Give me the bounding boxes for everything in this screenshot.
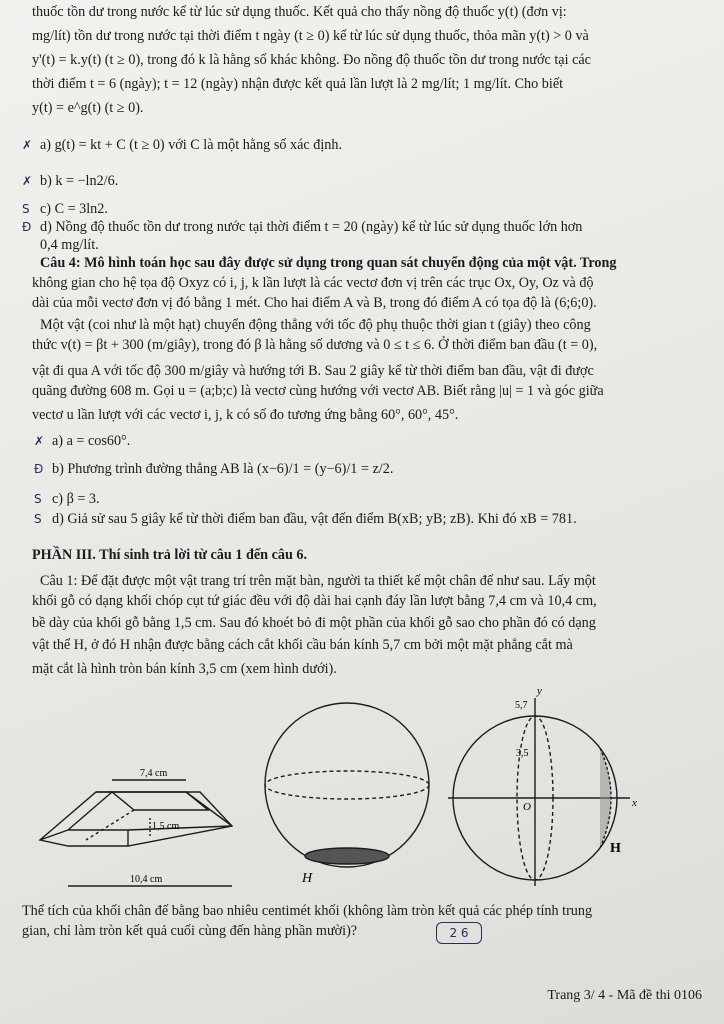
text-line: thuốc tồn dư trong nước kể từ lúc sử dụng thuốc. Kết quả cho thấy nồng độ thuốc y(t) (đơn vị:	[32, 4, 567, 20]
frustum-top-face	[112, 792, 208, 810]
text-line: vật thể H, ở đó H nhận được bằng cách cắt khối cầu bán kính 5,7 cm bởi một mặt phẳng cắt mà	[32, 637, 573, 653]
frustum-hidden-edge	[86, 810, 134, 840]
text-line: không gian cho hệ tọa độ Oxyz có i, j, k lần lượt là các vectơ đơn vị trên các trục Ox, Oy, Oz và độ	[32, 275, 594, 291]
option-row	[34, 490, 706, 508]
handwritten-mark: S	[34, 492, 42, 506]
text-line: gian, chỉ làm tròn kết quả cuối cùng đến hàng phần mười)?	[22, 923, 358, 939]
handwritten-mark: S	[22, 202, 30, 216]
axis-y-mark-label: 3,5	[516, 748, 529, 759]
axis-y-label: y	[537, 685, 542, 697]
axis-x-label: x	[632, 797, 637, 809]
text-line: bề dày của khối gỗ bằng 1,5 cm. Sau đó khoét bỏ đi một phần của khối gỗ sao cho phần đó có dạng	[32, 615, 596, 631]
option-text: b) Phương trình đường thẳng AB là (x−6)/1 = (y−6)/1 = z/2.	[52, 461, 394, 477]
text-line: mg/lít) tồn dư trong nước tại thời điểm t ngày (t ≥ 0) kể từ lúc sử dụng thuốc, thỏa mãn y(t) > 0 và	[32, 28, 589, 44]
cap-label: H	[610, 841, 621, 856]
text-line: 0,4 mg/lít.	[40, 237, 99, 253]
frustum-bottom-label: 10,4 cm	[130, 874, 163, 885]
cross-section-figure	[448, 698, 630, 886]
text-line: khối gỗ có dạng khối chóp cụt tứ giác đều với độ dài hai cạnh đáy lần lượt bằng 7,4 cm và 10,4 cm,	[32, 593, 597, 609]
sphere-cap-label: H	[302, 871, 313, 886]
text-line: dài của mỗi vectơ đơn vị đó bằng 1 mét. Cho hai điểm A và B, trong đó điểm A có tọa độ là (6;6;0).	[32, 295, 597, 311]
frustum-edge	[186, 792, 232, 826]
option-row	[22, 218, 706, 236]
text-line: thời điểm t = 6 (ngày); t = 12 (ngày) nhận được kết quả lần lượt là 2 mg/lít; 1 mg/lít. Cho biết	[32, 76, 564, 92]
figures	[0, 680, 724, 900]
handwritten-mark: Đ	[34, 462, 44, 476]
cap-base	[305, 848, 389, 864]
handwritten-mark: S	[34, 512, 42, 526]
section-heading: PHẦN III. Thí sinh trả lời từ câu 1 đến câu 6.	[32, 547, 308, 563]
option-row	[22, 172, 706, 190]
handwritten-answer: 2 6	[436, 922, 482, 944]
option-text: c) C = 3ln2.	[40, 201, 108, 217]
option-text: b) k = −ln2/6.	[40, 173, 119, 189]
text-line: y(t) = e^g(t) (t ≥ 0).	[32, 100, 144, 116]
option-row	[34, 510, 706, 528]
option-text: c) β = 3.	[52, 491, 100, 507]
text-line: mặt cắt là hình tròn bán kính 3,5 cm (xem hình dưới).	[32, 661, 337, 677]
option-text: a) a = cos60°.	[52, 433, 131, 449]
option-text: d) Giả sử sau 5 giây kể từ thời điểm ban đầu, vật đến điểm B(xB; yB; zB). Khi đó xB = 781.	[52, 511, 577, 527]
handwritten-mark: ✗	[22, 174, 33, 188]
text-line: Thể tích của khối chân đế bằng bao nhiêu centimét khối (không làm tròn kết quả các phép tính trung	[22, 903, 593, 919]
text-line: quãng đường 608 m. Gọi u = (a;b;c) là vectơ cùng hướng với vectơ AB. Biết rằng |u| = 1 và góc giữa	[32, 383, 604, 399]
page-footer: Trang 3/ 4 - Mã đề thi 0106	[547, 988, 702, 1003]
sphere-outline	[265, 703, 429, 867]
option-text: d) Nồng độ thuốc tồn dư trong nước tại thời điểm t = 20 (ngày) kể từ lúc sử dụng thuốc lớn hơn	[40, 219, 583, 235]
text-line: thức v(t) = βt + 300 (m/giây), trong đó β là hằng số dương và 0 ≤ t ≤ 6. Ở thời điểm ban đầu (t = 0),	[32, 337, 598, 353]
option-text: a) g(t) = kt + C (t ≥ 0) với C là một hằng số xác định.	[40, 137, 342, 153]
frustum-height-label: 1,5 cm	[152, 821, 180, 832]
option-row	[34, 432, 706, 450]
option-row	[22, 200, 706, 218]
frustum-figure	[40, 780, 232, 886]
question-text: Câu 1: Để đặt được một vật trang trí trên mặt bàn, người ta thiết kế một chân đế như sau. Lấy một	[40, 573, 596, 589]
handwritten-mark: ✗	[34, 434, 45, 448]
option-row	[34, 460, 706, 478]
question-heading: Câu 4: Mô hình toán học sau đây được sử dụng trong quan sát chuyển động của một vật. Trong	[40, 255, 617, 271]
frustum-top-label: 7,4 cm	[140, 768, 168, 779]
text-line: vật đi qua A với tốc độ 300 m/giây và hướng tới B. Sau 2 giây kể từ thời điểm ban đầu, vật đi được	[32, 363, 594, 379]
sphere-equator	[265, 771, 429, 799]
axis-y-top-label: 5,7	[515, 700, 528, 711]
handwritten-mark: Đ	[22, 220, 32, 234]
text-line: y'(t) = k.y(t) (t ≥ 0), trong đó k là hằng số khác không. Đo nồng độ thuốc tồn dư trong nước tại các	[32, 52, 591, 68]
handwritten-mark: ✗	[22, 138, 33, 152]
text-line: Một vật (coi như là một hạt) chuyển động thẳng với tốc độ phụ thuộc thời gian t (giây) theo công	[40, 317, 591, 333]
text-line: vectơ u lần lượt với các vectơ i, j, k có số đo tương ứng bằng 60°, 60°, 45°.	[32, 407, 459, 423]
frustum-edge	[40, 830, 68, 840]
sphere-figure	[265, 703, 429, 867]
origin-label: O	[523, 801, 531, 813]
frustum-outline	[40, 792, 232, 846]
option-row	[22, 136, 706, 154]
